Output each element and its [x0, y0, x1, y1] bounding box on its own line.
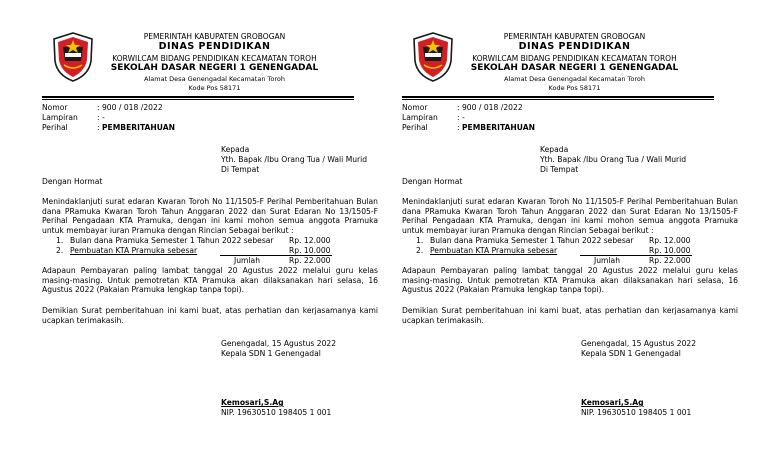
signature-nip: NIP. 19630510 198405 1 001	[581, 408, 692, 417]
letterhead-agency: DINAS PENDIDIKAN	[158, 41, 271, 52]
letterhead-division: KORWILCAM BIDANG PENDIDIKAN KECAMATAN TOROH	[112, 54, 317, 63]
total-label: Jumlah	[594, 256, 621, 265]
recipient-kepada: Kepada	[540, 145, 569, 154]
perihal-value: : PEMBERITAHUAN	[97, 123, 175, 132]
signature-name: Kemosari,S.Ag	[581, 398, 644, 407]
body-paragraph-2: Adapaun Pembayaran paling lambat tanggal 20 Agustus 2022 melalui guru kelas masing-masing. Untuk pemotretan KTA Pramuka akan dilaksanakan hari selasa, 16 Agustus 2022 (Pakaian Pramuka lengkap tanpa topi).	[42, 266, 378, 295]
letter-left	[42, 0, 387, 466]
nomor-value: : 900 / 018 /2022	[457, 103, 523, 112]
letterhead-postcode: Kode Pos 58171	[188, 84, 241, 92]
recipient-name: Yth. Bapak /Ibu Orang Tua / Wali Murid	[540, 155, 687, 164]
letterhead-school: SEKOLAH DASAR NEGERI 1 GENENGADAL	[470, 63, 679, 73]
body-paragraph-3: Demikian Surat pemberitahuan ini kami buat, atas perhatian dan kerjasamanya kami ucapkan terimakasih.	[402, 306, 738, 325]
item-1-amount: Rp. 12.000	[649, 236, 691, 245]
perihal-value: : PEMBERITAHUAN	[457, 123, 535, 132]
lampiran-label: Lampiran	[402, 113, 438, 122]
total-label: Jumlah	[234, 256, 261, 265]
item-2-label: Pembuatan KTA Pramuka sebesar	[70, 246, 198, 255]
letterhead-address: Alamat Desa Genengadal Kecamatan Toroh	[504, 75, 645, 83]
item-1-amount: Rp. 12.000	[289, 236, 331, 245]
body-paragraph-1: Menindaklanjuti surat edaran Kwaran Toroh No 11/1505-F Perihal Pemberitahuan Bulan dana PRamuka Kwaran Toroh Tahun Anggaran 2022 dan Surat Edaran No 13/1505-F Perihal Pengadaan KTA Pramuka, dengan ini kami mohon semua anggota Pramuka untuk membayar iuran Pramuka dengan Rincian Sebagai berikut :	[42, 197, 378, 235]
perihal-label: Perihal	[42, 123, 68, 132]
nomor-value: : 900 / 018 /2022	[97, 103, 163, 112]
item-2-number: 2.	[416, 246, 424, 255]
letterhead-division: KORWILCAM BIDANG PENDIDIKAN KECAMATAN TOROH	[472, 54, 677, 63]
letterhead-divider-thin	[42, 99, 354, 100]
total-amount: Rp. 22.000	[649, 256, 691, 265]
item-2-number: 2.	[56, 246, 64, 255]
letterhead-divider-thin	[402, 99, 714, 100]
letterhead-government: PEMERINTAH KABUPATEN GROBOGAN	[503, 32, 646, 41]
body-paragraph-2: Adapaun Pembayaran paling lambat tanggal 20 Agustus 2022 melalui guru kelas masing-masing. Untuk pemotretan KTA Pramuka akan dilaksanakan hari selasa, 16 Agustus 2022 (Pakaian Pramuka lengkap tanpa topi).	[402, 266, 738, 295]
letterhead-school: SEKOLAH DASAR NEGERI 1 GENENGADAL	[110, 63, 319, 73]
lampiran-value: : -	[457, 113, 465, 122]
signature-place-date: Genengadal, 15 Agustus 2022	[221, 339, 337, 348]
nomor-label: Nomor	[42, 103, 68, 112]
body-paragraph-1: Menindaklanjuti surat edaran Kwaran Toroh No 11/1505-F Perihal Pemberitahuan Bulan dana PRamuka Kwaran Toroh Tahun Anggaran 2022 dan Surat Edaran No 13/1505-F Perihal Pengadaan KTA Pramuka, dengan ini kami mohon semua anggota Pramuka untuk membayar iuran Pramuka dengan Rincian Sebagai berikut :	[402, 197, 738, 235]
signature-name: Kemosari,S.Ag	[221, 398, 284, 407]
item-1-label: Bulan dana Pramuka Semester 1 Tahun 2022 sebesar	[70, 236, 274, 245]
signature-place-date: Genengadal, 15 Agustus 2022	[581, 339, 697, 348]
letterhead-divider-thick	[402, 96, 714, 98]
signature-position: Kepala SDN 1 Genengadal	[221, 349, 321, 358]
salutation: Dengan Hormat	[42, 177, 103, 186]
total-amount: Rp. 22.000	[289, 256, 331, 265]
recipient-place: Di Tempat	[221, 165, 260, 174]
letterhead-divider-thick	[42, 96, 354, 98]
perihal-label: Perihal	[402, 123, 428, 132]
signature-position: Kepala SDN 1 Genengadal	[581, 349, 681, 358]
letter-right	[402, 0, 747, 466]
item-2-label: Pembuatan KTA Pramuka sebesar	[430, 246, 558, 255]
letterhead-address: Alamat Desa Genengadal Kecamatan Toroh	[144, 75, 285, 83]
item-2-amount: Rp. 10.000	[289, 246, 331, 255]
nomor-label: Nomor	[402, 103, 428, 112]
letterhead-postcode: Kode Pos 58171	[548, 84, 601, 92]
salutation: Dengan Hormat	[402, 177, 463, 186]
item-2-amount: Rp. 10.000	[649, 246, 691, 255]
item-1-number: 1.	[56, 236, 64, 245]
lampiran-value: : -	[97, 113, 105, 122]
lampiran-label: Lampiran	[42, 113, 78, 122]
body-paragraph-3: Demikian Surat pemberitahuan ini kami buat, atas perhatian dan kerjasamanya kami ucapkan terimakasih.	[42, 306, 378, 325]
item-1-number: 1.	[416, 236, 424, 245]
signature-nip: NIP. 19630510 198405 1 001	[221, 408, 332, 417]
letterhead-government: PEMERINTAH KABUPATEN GROBOGAN	[143, 32, 286, 41]
recipient-kepada: Kepada	[221, 145, 250, 154]
recipient-place: Di Tempat	[540, 165, 579, 174]
item-1-label: Bulan dana Pramuka Semester 1 Tahun 2022 sebesar	[430, 236, 634, 245]
recipient-name: Yth. Bapak /Ibu Orang Tua / Wali Murid	[221, 155, 368, 164]
letterhead-agency: DINAS PENDIDIKAN	[518, 41, 631, 52]
